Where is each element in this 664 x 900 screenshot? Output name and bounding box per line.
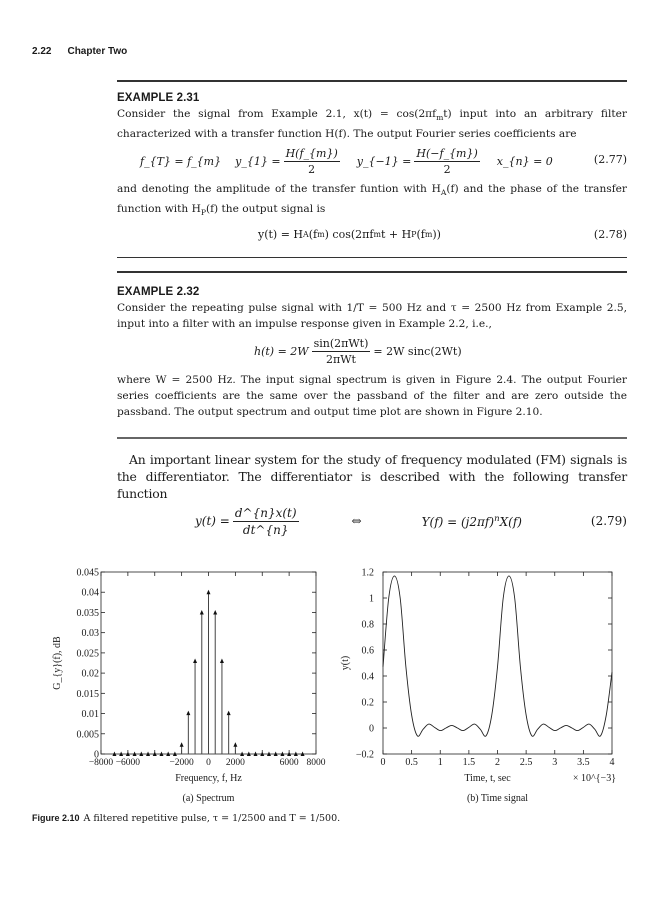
x-tick-label: 4	[609, 757, 615, 768]
stem-marker	[213, 610, 217, 615]
y-tick-label: 0.6	[361, 645, 374, 657]
page-number: 2.22	[32, 46, 52, 57]
y-tick-label: 0.045	[76, 567, 99, 579]
time-signal-chart	[340, 568, 616, 805]
x-tick-label: 0	[380, 757, 386, 768]
y-axis-label: y(t)	[340, 655, 351, 671]
y-tick-label: 0.025	[76, 648, 99, 660]
body-paragraph: An important linear system for the study of frequency modulated (FM) signals is the differentiator. The differentiator is described with the following transfer function	[117, 452, 627, 501]
equation-number: (2.78)	[593, 228, 627, 241]
example-paragraph: and denoting the amplitude of the transfer funtion with $H_A(f)$ and the phase of the transfer function with $H_P(f)$ the output signal is	[117, 183, 627, 218]
x-tick-label: 3.5	[577, 757, 590, 768]
equation-term: h(t) = 2W	[254, 344, 309, 358]
numerator: H(f_{m})	[285, 146, 338, 160]
denominator: dt^{n}	[242, 522, 289, 537]
x-tick-label: −2000	[169, 758, 194, 768]
x-axis-label: Time, t, sec	[464, 773, 511, 784]
denominator: 2	[308, 162, 316, 176]
x-tick-label: 3	[552, 757, 558, 768]
equation-number: (2.79)	[590, 514, 627, 528]
stem-marker	[200, 610, 204, 615]
equation-term: f_{T} = f_{m}	[140, 154, 222, 168]
signal-line	[383, 576, 612, 736]
subfigure-caption: (a) Spectrum	[182, 793, 235, 804]
x-tick-label: −8000	[88, 758, 114, 768]
y-tick-label: 0.02	[81, 668, 99, 680]
numerator: d^{n}x(t)	[234, 505, 297, 520]
x-tick-label: 0.5	[405, 757, 418, 768]
example-paragraph: Consider the repeating pulse signal with 1/T = 500 Hz and τ = 2500 Hz from Example 2.5, input into a filter with an impulse response given in Example 2.2, i.e.,	[117, 302, 627, 330]
y-tick-label: 0.8	[361, 619, 374, 631]
stem-marker	[220, 658, 224, 663]
y-tick-label: 0.035	[76, 607, 99, 619]
y-tick-label: 0.4	[361, 671, 374, 683]
equation-term: y_{1} =	[235, 154, 281, 168]
stem-marker	[180, 742, 184, 747]
stem-marker	[233, 742, 237, 747]
stem-marker	[227, 711, 231, 716]
spectrum-chart	[52, 568, 326, 805]
y-tick-label: 0.03	[81, 628, 99, 640]
equation-term: y_{−1} =	[356, 154, 412, 168]
y-tick-label: 0.005	[76, 729, 99, 741]
equation-term: = 2W sinc(2Wt)	[373, 344, 462, 358]
x-tick-label: 2.5	[519, 757, 533, 768]
example-heading: EXAMPLE 2.32	[117, 286, 200, 298]
equation-2-78: y(t) = H A (f m ) cos(2πf m t + H P (f m ))	[258, 228, 441, 241]
y-tick-label: 0	[94, 749, 99, 761]
stem-marker	[193, 658, 197, 663]
y-tick-label: 0.015	[76, 688, 99, 700]
equation-number: (2.77)	[593, 153, 627, 166]
x-tick-label: 2	[495, 757, 500, 768]
x-tick-label: 1	[437, 757, 443, 768]
stem-marker	[207, 590, 211, 595]
denominator: 2πWt	[326, 352, 356, 366]
subfigure-caption: (b) Time signal	[466, 793, 529, 804]
x-tick-label: 6000	[279, 758, 299, 768]
chapter-title: Chapter Two	[67, 46, 128, 57]
equation-term: x_{n} = 0	[496, 154, 553, 168]
y-tick-label: −0.2	[355, 749, 374, 761]
y-tick-label: 0.01	[81, 709, 99, 721]
denominator: 2	[443, 162, 451, 176]
equation-term: $Y(f) = (j2\pi f)^nX(f)$	[421, 513, 522, 529]
x-tick-label: 0	[206, 758, 211, 768]
x-axis-multiplier: × 10^{−3}	[572, 773, 616, 784]
numerator: sin(2πWt)	[313, 336, 369, 350]
y-tick-label: 0.2	[361, 697, 374, 709]
example-paragraph: where W = 2500 Hz. The input signal spectrum is given in Figure 2.4. The output Fourier series coefficients are the same over the passband of the filter and are zero outside the passband. The output spectrum and output time plot are shown in Figure 2.10.	[117, 374, 627, 418]
y-tick-label: 0	[369, 723, 374, 735]
figure-caption	[32, 813, 340, 824]
x-tick-label: 1.5	[462, 757, 476, 768]
y-tick-label: 1.2	[361, 567, 374, 579]
equivalence-symbol: ⇔	[351, 514, 362, 528]
numerator: H(−f_{m})	[416, 146, 478, 160]
example-paragraph: Consider the signal from Example 2.1, $x(t) = \cos(2\pi f_mt)$ input into an arbitrary filter characterized with a transfer function H(f). The output Fourier series coefficients are	[117, 108, 627, 141]
x-axis-label: Frequency, f, Hz	[175, 773, 242, 784]
x-tick-label: 8000	[306, 758, 326, 768]
example-heading: EXAMPLE 2.31	[117, 92, 200, 104]
figure-label: Figure 2.10	[32, 813, 80, 823]
figure-caption-text: A filtered repetitive pulse, τ = 1/2500 and T = 1/500.	[83, 813, 341, 824]
y-axis-label: G_{y}(f), dB	[52, 636, 63, 690]
x-tick-label: 2000	[225, 758, 245, 768]
y-tick-label: 1	[369, 593, 374, 605]
y-tick-label: 0.04	[81, 587, 99, 599]
equation-term: y(t) =	[195, 514, 230, 528]
x-tick-label: −6000	[115, 758, 141, 768]
stem-marker	[186, 711, 190, 716]
